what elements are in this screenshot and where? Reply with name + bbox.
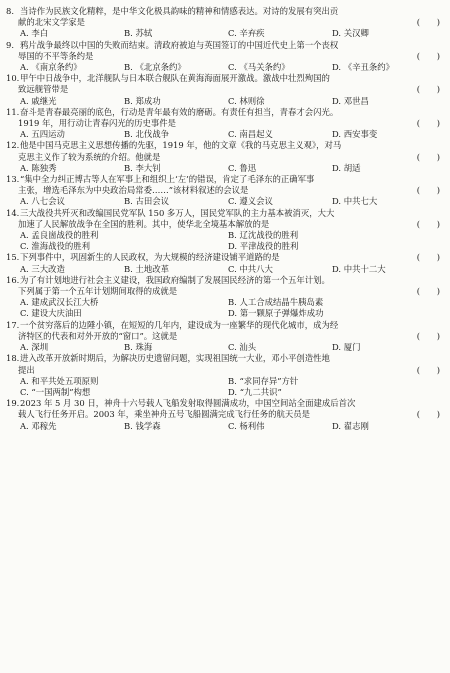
option[interactable]: B. 珠海 bbox=[124, 342, 153, 353]
question-18 bbox=[6, 353, 444, 398]
question-17 bbox=[6, 320, 444, 354]
question-line bbox=[6, 275, 444, 286]
option[interactable]: C. 鲁迅 bbox=[228, 162, 257, 173]
question-stem: 为了有计划地进行社会主义建设，我国政府编制了发展国民经济的第一个五年计划。 bbox=[20, 274, 330, 285]
option[interactable]: B. 土地改革 bbox=[124, 263, 169, 274]
option[interactable]: B. 人工合成结晶牛胰岛素 bbox=[228, 297, 324, 308]
question-line bbox=[6, 219, 444, 230]
option[interactable]: C. 南昌起义 bbox=[228, 129, 273, 140]
options-row bbox=[6, 308, 444, 319]
option[interactable]: D. 胡适 bbox=[332, 162, 361, 173]
options-row bbox=[6, 163, 444, 174]
question-number: 11. bbox=[6, 106, 20, 117]
question-line bbox=[6, 6, 444, 17]
question-stem: 进入改革开放新时期后，为解决历史遗留问题，实现祖国统一大业，邓小平创造性地 bbox=[20, 353, 330, 364]
question-16 bbox=[6, 275, 444, 320]
question-number: 14. bbox=[6, 207, 20, 218]
option[interactable]: D. 厦门 bbox=[332, 342, 361, 353]
question-stem: 一个贫穷落后的边陲小镇，在短短的几年内，建设成为一座繁华的现代化城市，成为经 bbox=[20, 319, 339, 330]
option[interactable]: D. 关汉卿 bbox=[332, 28, 369, 39]
option[interactable]: B. 郑成功 bbox=[124, 95, 161, 106]
question-line bbox=[6, 73, 444, 84]
question-stem: “集中全力纠正博古等人在军事上和组织上‘左’的错误，肯定了毛泽东的正确军事 bbox=[20, 174, 315, 185]
answer-blank[interactable]: ( ) bbox=[416, 17, 440, 28]
answer-blank[interactable]: ( ) bbox=[416, 84, 440, 95]
question-line bbox=[6, 152, 444, 163]
option[interactable]: A. 戚继光 bbox=[20, 95, 57, 106]
option[interactable]: A. 《南京条约》 bbox=[20, 62, 82, 73]
options-row bbox=[6, 230, 444, 241]
option[interactable]: A. 李白 bbox=[20, 28, 49, 39]
option[interactable]: B. 古田会议 bbox=[124, 196, 169, 207]
option[interactable]: D. 中共七大 bbox=[332, 196, 378, 207]
option[interactable]: D. 中共十二大 bbox=[332, 263, 386, 274]
question-stem: 奋斗是青春最亮丽的底色，行动是青年最有效的磨砺。有责任有担当，青春才会闪光。 bbox=[20, 106, 339, 117]
option[interactable]: C. 杨利伟 bbox=[228, 420, 265, 431]
question-number: 12. bbox=[6, 140, 20, 151]
question-line bbox=[6, 331, 444, 342]
options-row bbox=[6, 241, 444, 252]
question-13 bbox=[6, 174, 444, 208]
option[interactable]: C. 林则徐 bbox=[228, 95, 265, 106]
question-line bbox=[6, 107, 444, 118]
question-line bbox=[6, 51, 444, 62]
question-number: 17. bbox=[6, 319, 20, 330]
question-11 bbox=[6, 107, 444, 141]
answer-blank[interactable]: ( ) bbox=[416, 218, 440, 229]
options-row bbox=[6, 297, 444, 308]
option[interactable]: D. “九二共识” bbox=[228, 386, 282, 397]
question-stem: 他是中国马克思主义思想传播的先驱，1919 年，他的文章《我的马克思主义观》，对马 bbox=[20, 140, 342, 151]
options-row bbox=[6, 62, 444, 73]
option[interactable]: C. 淮海战役的胜利 bbox=[20, 241, 91, 252]
option[interactable]: A. 深圳 bbox=[20, 342, 49, 353]
answer-blank[interactable]: ( ) bbox=[416, 364, 440, 375]
question-stem: 加速了人民解放战争在全国的胜利。其中，使华北全境基本解放的是 bbox=[18, 218, 270, 229]
question-number: 19. bbox=[6, 398, 20, 409]
answer-blank[interactable]: ( ) bbox=[416, 50, 440, 61]
question-12 bbox=[6, 140, 444, 174]
options-row bbox=[6, 342, 444, 353]
question-number: 18. bbox=[6, 353, 20, 364]
options-row bbox=[6, 96, 444, 107]
answer-blank[interactable]: ( ) bbox=[416, 409, 440, 420]
option[interactable]: A. 和平共处五项原则 bbox=[20, 375, 99, 386]
question-stem: 致远舰管带是 bbox=[18, 84, 69, 95]
question-stem: 提出 bbox=[18, 364, 35, 375]
option[interactable]: B. 苏轼 bbox=[124, 28, 153, 39]
question-line bbox=[6, 353, 444, 364]
option[interactable]: C. 汕头 bbox=[228, 342, 257, 353]
answer-blank[interactable]: ( ) bbox=[416, 286, 440, 297]
question-line bbox=[6, 40, 444, 51]
option[interactable]: B. 钱学森 bbox=[124, 420, 161, 431]
question-9 bbox=[6, 40, 444, 74]
question-line bbox=[6, 398, 444, 409]
question-stem: 1919 年，用行动让青春闪光的历史事件是 bbox=[18, 118, 176, 129]
option[interactable]: A. 八七会议 bbox=[20, 196, 65, 207]
question-stem: 辱国的不平等条约是 bbox=[18, 50, 94, 61]
option[interactable]: C. “一国两制”构想 bbox=[20, 386, 91, 397]
question-stem: 济特区的代表和对外开放的“窗口”。这就是 bbox=[18, 330, 178, 341]
question-number: 9. bbox=[6, 39, 14, 50]
option[interactable]: C. 遵义会议 bbox=[228, 196, 273, 207]
options-row bbox=[6, 376, 444, 387]
question-line bbox=[6, 365, 444, 376]
options-row bbox=[6, 196, 444, 207]
option[interactable]: B. 北伐战争 bbox=[124, 129, 169, 140]
option[interactable]: C. 建设大庆油田 bbox=[20, 308, 82, 319]
option[interactable]: B. 辽沈战役的胜利 bbox=[228, 230, 299, 241]
option[interactable]: A. 邓稼先 bbox=[20, 420, 57, 431]
option[interactable]: B. “求同存异”方针 bbox=[228, 375, 299, 386]
question-number: 8. bbox=[6, 6, 14, 16]
option[interactable]: A. 陈独秀 bbox=[20, 162, 57, 173]
question-14 bbox=[6, 208, 444, 253]
question-stem: 甲午中日战争中，北洋舰队与日本联合舰队在黄海海面展开激战。激战中壮烈殉国的 bbox=[20, 73, 330, 84]
question-stem: 下列属于第一个五年计划期间取得的成就是 bbox=[18, 286, 178, 297]
answer-blank[interactable]: ( ) bbox=[416, 151, 440, 162]
question-8 bbox=[6, 6, 444, 40]
question-15 bbox=[6, 252, 444, 274]
question-number: 15. bbox=[6, 252, 20, 263]
option[interactable]: B. 李大钊 bbox=[124, 162, 161, 173]
option[interactable]: C. 辛弃疾 bbox=[228, 28, 265, 39]
question-stem: 当诗作为民族文化精粹，是中华文化极具韵味的精神和情感表达。对诗的发展有突出贡 bbox=[20, 6, 339, 16]
option[interactable]: A. 建成武汉长江大桥 bbox=[20, 297, 99, 308]
question-stem: 克思主义作了较为系统的介绍。他就是 bbox=[18, 151, 161, 162]
question-line bbox=[6, 185, 444, 196]
question-number: 16. bbox=[6, 274, 20, 285]
question-stem: 三大战役共歼灭和改编国民党军队 150 多万人，国民党军队的主力基本被消灭，大大 bbox=[20, 207, 335, 218]
question-number: 13. bbox=[6, 174, 20, 185]
option[interactable]: D. 《辛丑条约》 bbox=[332, 62, 394, 73]
options-row bbox=[6, 387, 444, 398]
options-row bbox=[6, 421, 444, 432]
question-stem: 载人飞行任务开启。2003 年，乘坐神舟五号飞船圆满完成飞行任务的航天员是 bbox=[18, 409, 310, 420]
question-line bbox=[6, 118, 444, 129]
question-stem: 主张，增选毛泽东为中央政治局常委……”该材料叙述的会议是 bbox=[18, 185, 249, 196]
option[interactable]: D. 西安事变 bbox=[332, 129, 378, 140]
question-line bbox=[6, 17, 444, 28]
answer-blank[interactable]: ( ) bbox=[416, 185, 440, 196]
option[interactable]: D. 第一颗原子弹爆炸成功 bbox=[228, 308, 324, 319]
question-stem: 鸦片战争最终以中国的失败而结束。清政府被迫与英国签订的中国近代史上第一个丧权 bbox=[20, 39, 339, 50]
question-line bbox=[6, 409, 444, 420]
option[interactable]: D. 平津战役的胜利 bbox=[228, 241, 299, 252]
question-number: 10. bbox=[6, 73, 20, 84]
question-line bbox=[6, 252, 444, 263]
question-line bbox=[6, 174, 444, 185]
question-line bbox=[6, 140, 444, 151]
options-row bbox=[6, 129, 444, 140]
question-stem: 献的北宋文学家是 bbox=[18, 17, 85, 28]
option[interactable]: D. 翟志刚 bbox=[332, 420, 369, 431]
option[interactable]: B. 《北京条约》 bbox=[124, 62, 186, 73]
question-10 bbox=[6, 73, 444, 107]
option[interactable]: A. 五四运动 bbox=[20, 129, 65, 140]
answer-blank[interactable]: ( ) bbox=[416, 252, 440, 263]
answer-blank[interactable]: ( ) bbox=[416, 118, 440, 129]
question-stem: 下列事件中，巩固新生的人民政权，为大规模的经济建设铺平道路的是 bbox=[20, 252, 280, 263]
question-line bbox=[6, 84, 444, 95]
question-19 bbox=[6, 398, 444, 432]
question-stem: 2023 年 5 月 30 日，神舟十六号载人飞船发射取得圆满成功，中国空间站全面建成后首次 bbox=[20, 398, 356, 409]
question-line bbox=[6, 320, 444, 331]
answer-blank[interactable]: ( ) bbox=[416, 330, 440, 341]
options-row bbox=[6, 28, 444, 39]
option[interactable]: A. 孟良崮战役的胜利 bbox=[20, 230, 99, 241]
option[interactable]: C. 中共八大 bbox=[228, 263, 273, 274]
option[interactable]: D. 邓世昌 bbox=[332, 95, 369, 106]
option[interactable]: A. 三大改造 bbox=[20, 263, 65, 274]
question-line bbox=[6, 286, 444, 297]
question-line bbox=[6, 208, 444, 219]
options-row bbox=[6, 264, 444, 275]
option[interactable]: C. 《马关条约》 bbox=[228, 62, 290, 73]
